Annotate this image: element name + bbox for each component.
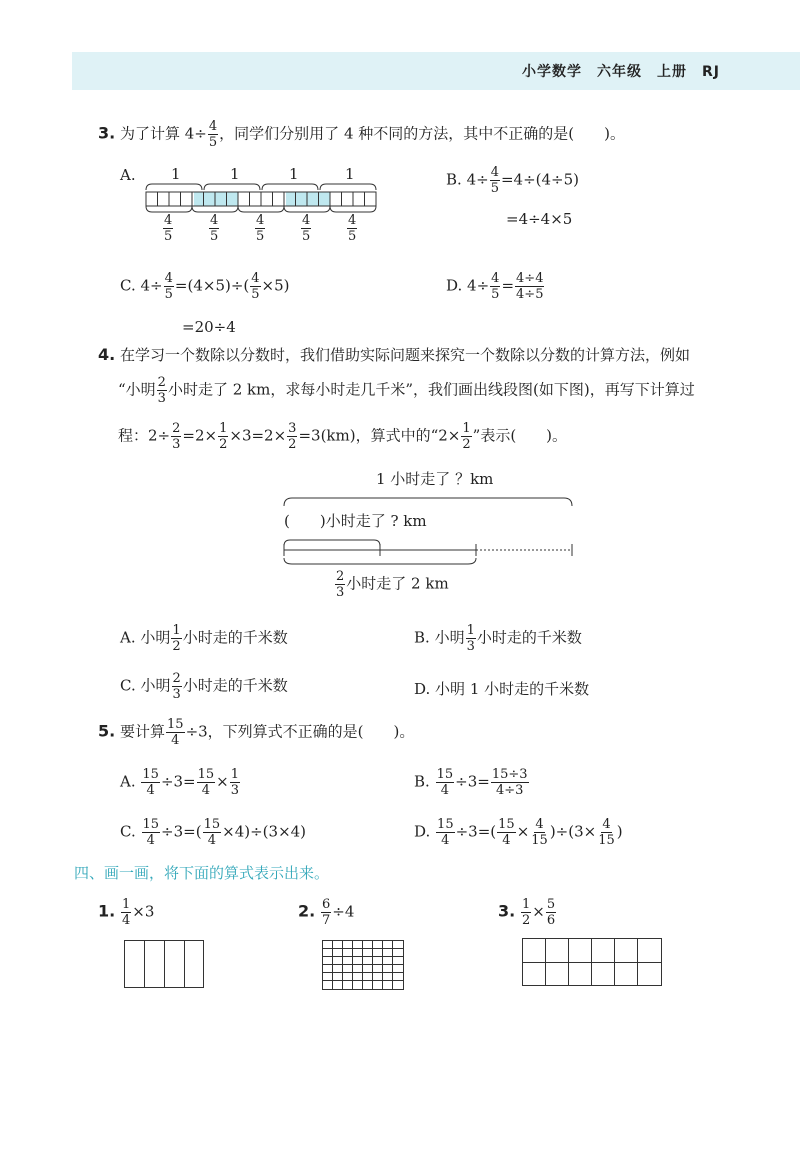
q3-a-top-2: 1: [230, 165, 240, 183]
s4-grid-2[interactable]: [322, 940, 404, 990]
q4-option-a: A. 小明 $\frac{1}{2}$ 小时走的千米数: [120, 623, 288, 654]
q5-number: 5.: [98, 721, 116, 741]
q3-a-top-4: 1: [345, 165, 355, 183]
q3-a-bottom-frac-2: $\frac{4}{5}$: [210, 213, 219, 244]
q5-option-d: D. $\frac{15}{4}$ ÷3=( $\frac{15}{4}$ × $\frac{4}{15}$ )÷(3× $\frac{4}{15}$ ): [414, 817, 623, 848]
q5-stem: 5. 要计算 $\frac{15}{4}$ ÷3，下列算式不正确的是( )。: [98, 717, 415, 748]
q3-option-c: C. 4÷ $\frac{4}{5}$ =(4×5)÷( $\frac{4}{5}$ ×5): [120, 271, 290, 302]
q4-segment-diagram: [278, 486, 578, 562]
q4-line3: 程：2÷ $\frac{2}{3}$ =2× $\frac{1}{2}$ ×3=2× $\frac{3}{2}$ =3(km)，算式中的“2× $\frac{1}{2}$ ”表示( )。: [118, 421, 568, 452]
s4-problem-2: 2. $\frac{6}{7}$ ÷4: [298, 897, 355, 928]
q5-option-b: B. $\frac{15}{4}$ ÷3= $\frac{15\div 3}{4\div 3}$: [414, 767, 528, 798]
section-4-title: 四、画一画，将下面的算式表示出来。: [74, 864, 330, 882]
q3-a-label: A.: [120, 166, 136, 184]
q3-a-top-1: 1: [171, 165, 181, 183]
q3-option-c-line2: =20÷4: [182, 318, 236, 336]
s4-problem-1: 1. $\frac{1}{4}$ ×3: [98, 897, 155, 928]
q3-option-b-line2: =4÷4×5: [506, 210, 573, 228]
q4-option-d: D. 小明 1 小时走的千米数: [414, 680, 590, 698]
q4-option-b: B. 小明 $\frac{1}{3}$ 小时走的千米数: [414, 623, 582, 654]
q3-a-bottom-frac-5: $\frac{4}{5}$: [348, 213, 357, 244]
q5-option-c: C. $\frac{15}{4}$ ÷3=( $\frac{15}{4}$ ×4)÷(3×4): [120, 817, 307, 848]
q3-a-bottom-frac-1: $\frac{4}{5}$: [164, 213, 173, 244]
q3-option-d: D. 4÷ $\frac{4}{5}$ = $\frac{4\div 4}{4\div 5}$: [446, 271, 544, 302]
q3-number: 3.: [98, 123, 116, 143]
q4-diagram-mid-label: ( )小时走了 ? km: [284, 512, 427, 530]
q4-line1: 4. 在学习一个数除以分数时，我们借助实际问题来探究一个数除以分数的计算方法，例如: [98, 345, 691, 364]
q3-stem-b: ，同学们分别用了 4 种不同的方法，其中不正确的是( )。: [219, 124, 625, 143]
q3-stem: [98, 120, 625, 149]
q3-a-strip-diagram: [140, 180, 390, 214]
q3-a-bottom-frac-3: $\frac{4}{5}$: [256, 213, 265, 244]
q5-option-a: A. $\frac{15}{4}$ ÷3= $\frac{15}{4}$ × $\frac{1}{3}$: [120, 767, 240, 798]
s4-grid-1[interactable]: [124, 940, 204, 988]
q4-line2: “小明 $\frac{2}{3}$ 小时走了 2 km，求每小时走几千米”，我们画出线段图(如下图)，再写下计算过: [118, 375, 695, 406]
q3-stem-frac: $\frac{4}{5}$: [208, 119, 218, 150]
q4-number: 4.: [98, 345, 116, 364]
q4-diagram-top-label: 1 小时走了 ？km: [376, 470, 494, 488]
q3-a-top-3: 1: [289, 165, 299, 183]
q4-diagram-bottom-label: $\frac{2}{3}$ 小时走了 2 km: [336, 569, 449, 600]
s4-problem-3: 3. $\frac{1}{2}$ × $\frac{5}{6}$: [498, 897, 556, 928]
s4-grid-3[interactable]: [522, 938, 662, 986]
q4-option-c: C. 小明 $\frac{2}{3}$ 小时走的千米数: [120, 671, 288, 702]
q3-a-bottom-frac-4: $\frac{4}{5}$: [302, 213, 311, 244]
header-title: 小学数学 六年级 上册 RJ: [522, 64, 720, 80]
q4-bottom-brace: [278, 554, 488, 570]
q3-stem-a: 为了计算 4÷: [120, 124, 207, 143]
q3-option-b: B. 4÷ $\frac{4}{5}$ =4÷(4÷5): [446, 165, 580, 196]
